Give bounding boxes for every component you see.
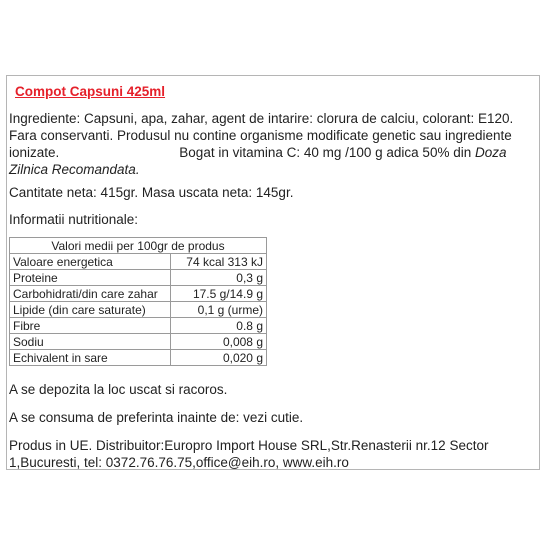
nutrition-table	[9, 237, 267, 366]
nutrient-name: Lipide (din care saturate)	[10, 302, 171, 318]
nutrient-value: 0,1 g (urme)	[171, 302, 267, 318]
ingredients-list: Ingrediente: Capsuni, apa, zahar, agent de intarire: clorura de calciu, colorant: E120. Fara conservanti. Produsul nu contine organisme modificate genetic sau ingrediente ionizate.	[9, 111, 514, 160]
product-label-box	[6, 75, 540, 470]
nutrition-heading: Informatii nutritionale:	[9, 212, 139, 227]
nutrient-value: 0,008 g	[171, 334, 267, 350]
nutrition-table-header-row	[10, 238, 267, 254]
nutrition-row	[10, 286, 267, 302]
storage-instructions: A se depozita la loc uscat si racoros.	[9, 382, 228, 397]
nutrition-row	[10, 270, 267, 286]
product-title: Compot Capsuni 425ml	[15, 84, 166, 99]
best-before-note: A se consuma de preferinta inainte de: vezi cutie.	[9, 410, 304, 425]
nutrient-value: 17.5 g/14.9 g	[171, 286, 267, 302]
nutrient-value: 74 kcal 313 kJ	[171, 254, 267, 270]
nutrient-name: Carbohidrati/din care zahar	[10, 286, 171, 302]
nutrient-value: 0.8 g	[171, 318, 267, 334]
nutrient-name: Fibre	[10, 318, 171, 334]
ingredients-text	[9, 110, 534, 178]
nutrition-row	[10, 318, 267, 334]
nutrition-table-header: Valori medii per 100gr de produs	[10, 238, 267, 254]
daily-dose-note: Doza Zilnica Recomandata.	[9, 145, 507, 177]
nutrient-value: 0,020 g	[171, 350, 267, 366]
vitamin-c-claim: Bogat in vitamina C: 40 mg /100 g adica 50% din	[179, 145, 472, 160]
nutrient-name: Echivalent in sare	[10, 350, 171, 366]
nutrient-name: Valoare energetica	[10, 254, 171, 270]
nutrition-row	[10, 302, 267, 318]
nutrient-value: 0,3 g	[171, 270, 267, 286]
nutrition-row	[10, 350, 267, 366]
nutrition-row	[10, 334, 267, 350]
nutrition-row	[10, 254, 267, 270]
nutrient-name: Sodiu	[10, 334, 171, 350]
distributor-info: Produs in UE. Distribuitor:Europro Import House SRL,Str.Renasterii nr.12 Sector 1,Bucuresti, tel: 0372.76.76.75,office@eih.ro, www.eih.ro	[9, 438, 489, 470]
net-quantity: Cantitate neta: 415gr. Masa uscata neta: 145gr.	[9, 185, 294, 200]
nutrient-name: Proteine	[10, 270, 171, 286]
